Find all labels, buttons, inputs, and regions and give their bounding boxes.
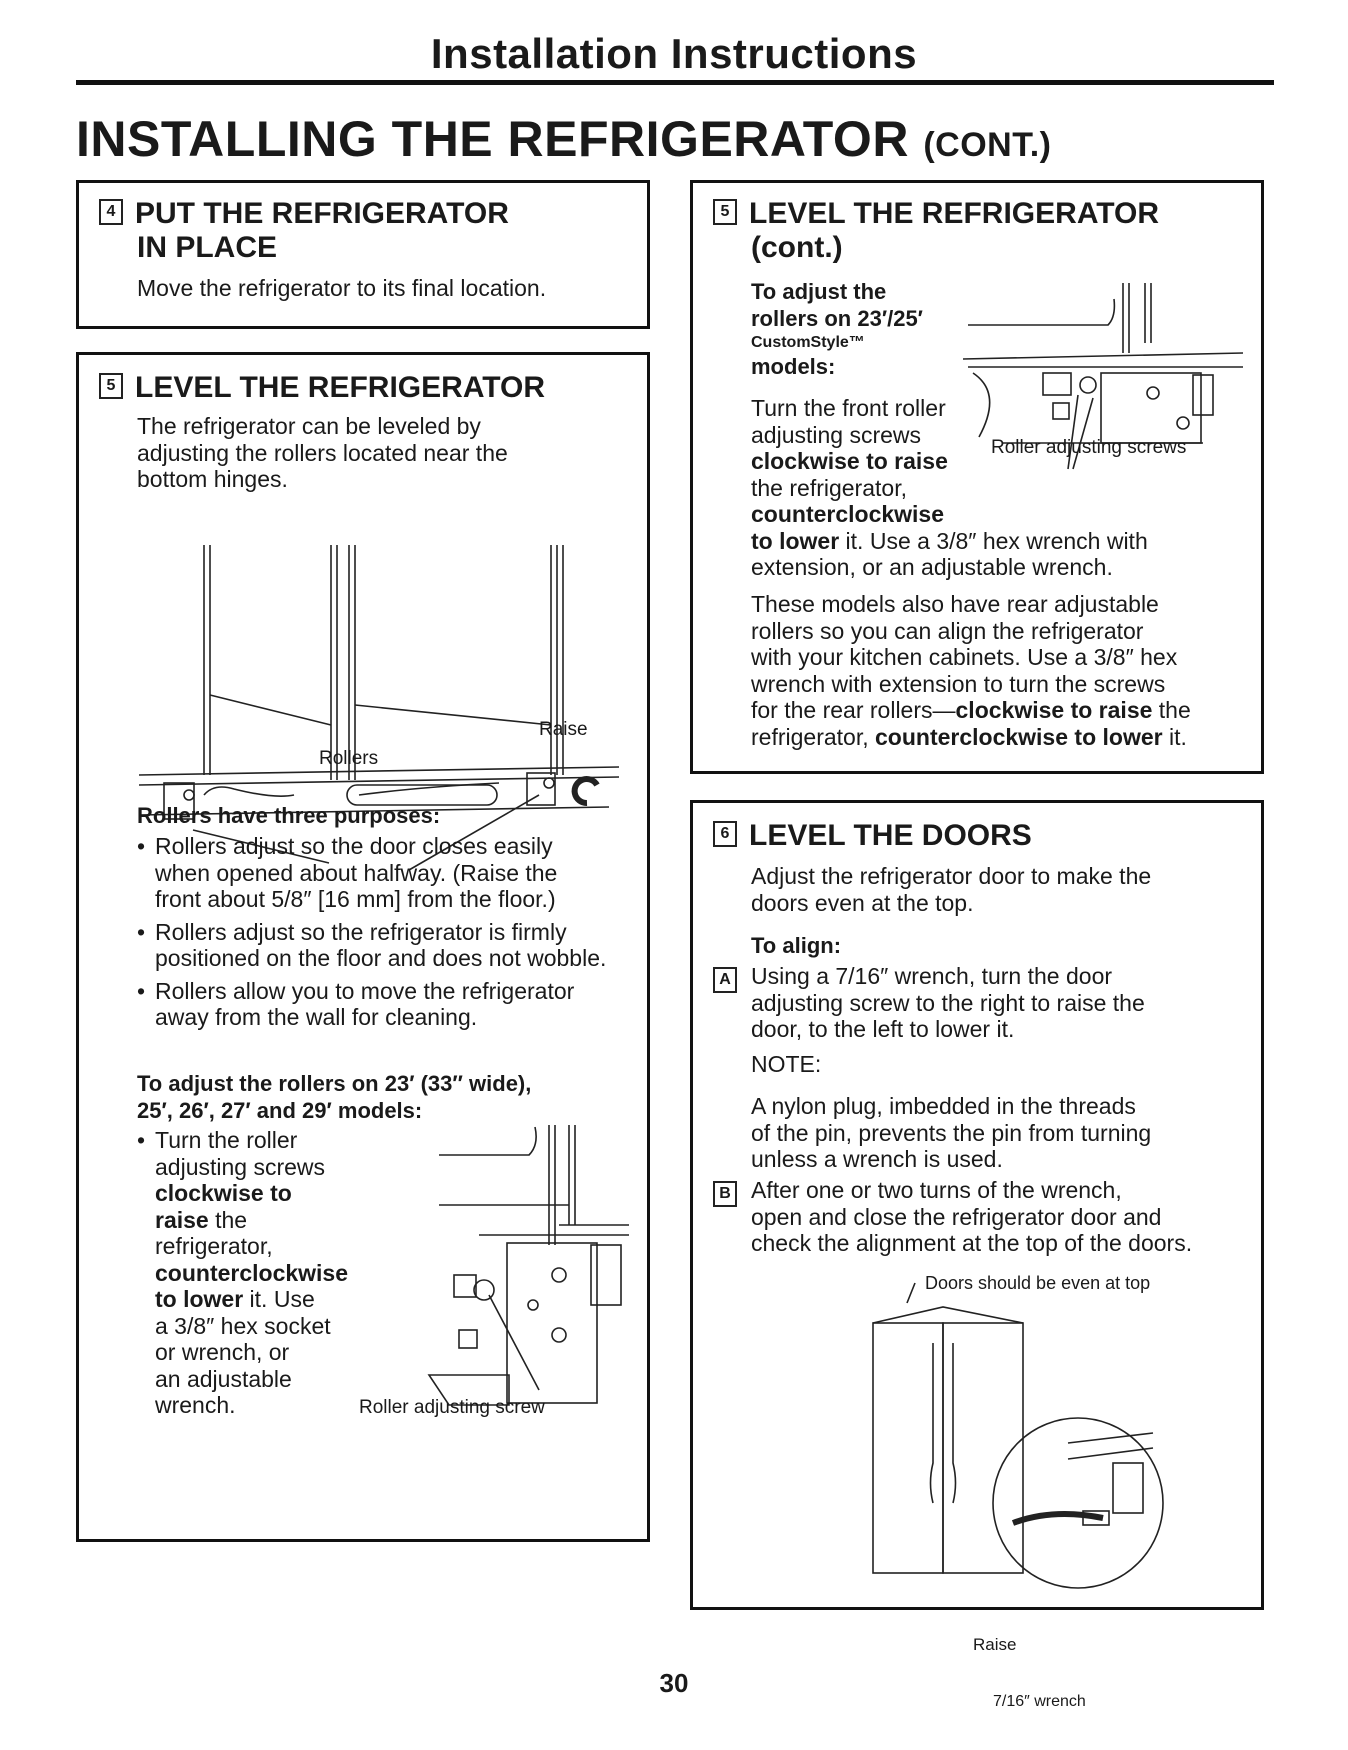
page-number: 30 [659, 1668, 689, 1698]
doors-even-caption: Doors should be even at top [925, 1273, 1151, 1293]
step4-title-line2: IN PLACE [137, 231, 278, 264]
step-b-label: B [713, 1181, 737, 1207]
page-header-title: Installation Instructions [430, 30, 918, 77]
step4-text: Move the refrigerator to its final location. [137, 275, 547, 301]
rollers-figure-rollers-label: Rollers [319, 748, 379, 769]
roller-screw-figure [359, 1125, 619, 1395]
purposes-list [137, 833, 607, 1037]
header-rule [76, 80, 1274, 85]
step6-title: 6 LEVEL THE DOORS [713, 819, 1032, 853]
purposes-heading: Rollers have three purposes: [137, 803, 441, 828]
step-a-label: A [713, 967, 737, 993]
section-title: INSTALLING THE REFRIGERATOR [76, 111, 909, 167]
step6-intro: Adjust the refrigerator door to make the doors even at the top. [751, 863, 1152, 916]
step-a-text: Using a 7/16″ wrench, turn the door adjusting screw to the right to raise the door, to the left to lower it. [751, 963, 1145, 1042]
doors-figure-raise-label: Raise [973, 1635, 1017, 1654]
step4-box [76, 180, 650, 329]
step4-number: 4 [99, 199, 123, 225]
rear-rollers-text: These models also have rear adjustable rollers so you can align the refrigerator with your kitchen cabinets. Use a 3/8″ hex wrench with extension to turn the screws for the rear rollers—clockwise to raise the refrigerator, counterclockwise to lower it. [751, 591, 1191, 750]
note-heading: NOTE: [751, 1051, 822, 1077]
align-heading: To align: [751, 933, 842, 958]
note-text: A nylon plug, imbedded in the threads of the pin, prevents the pin from turning unless a wrench is used. [751, 1093, 1152, 1172]
step5cont-title-line2: (cont.) [751, 231, 843, 264]
step5-intro: The refrigerator can be leveled by adjusting the rollers located near the bottom hinges. [137, 413, 508, 492]
customstyle-roller-caption: Roller adjusting screws [991, 437, 1187, 458]
step-b-text: After one or two turns of the wrench, open and close the refrigerator door and check the alignment at the top of the doors. [751, 1177, 1193, 1256]
models-instructions: • Turn the roller adjusting screws clockwise to raise the refrigerator, counterclockwise to lower it. Use a 3/8″ hex socket or wrench, or an adjustable wrench. [137, 1127, 349, 1418]
customstyle-heading: To adjust the rollers on 23′/25′ CustomStyle™ models: [751, 279, 923, 379]
section-heading [76, 110, 1052, 168]
customstyle-roller-figure [953, 283, 1253, 493]
purpose-item: • Rollers adjust so the refrigerator is firmly positioned on the floor and does not wobble. [137, 919, 607, 972]
doors-figure-wrench-label: 7/16″ wrench [993, 1693, 1086, 1710]
step5-number: 5 [99, 373, 123, 399]
section-title-suffix: (CONT.) [923, 126, 1052, 164]
roller-screw-caption: Roller adjusting screw [359, 1397, 545, 1418]
step6-box [690, 800, 1264, 1710]
step5-title: 5 LEVEL THE REFRIGERATOR [99, 371, 545, 405]
customstyle-instructions: Turn the front roller adjusting screws clockwise to raise the refrigerator, counterclockwise to lower it. Use a 3/8″ hex wrench with extension, or an adjustable wrench. [751, 395, 1148, 580]
step5-box [76, 352, 650, 1542]
step5cont-number: 5 [713, 199, 737, 225]
step5cont-title: 5 LEVEL THE REFRIGERATOR [713, 197, 1159, 231]
rollers-figure [79, 545, 649, 845]
step6-number: 6 [713, 821, 737, 847]
step5cont-box [690, 180, 1264, 774]
purpose-item: • Rollers allow you to move the refrigerator away from the wall for cleaning. [137, 978, 607, 1031]
models-heading: To adjust the rollers on 23′ (33″ wide), 25′, 26′, 27′ and 29′ models: [137, 1071, 532, 1123]
doors-figure [843, 1283, 1263, 1603]
step4-title: 4 PUT THE REFRIGERATOR [99, 197, 509, 231]
purpose-item: • Rollers adjust so the door closes easily when opened about halfway. (Raise the front about 5/8″ [16 mm] from the floor.) [137, 833, 607, 913]
rollers-figure-raise-label: Raise [539, 719, 588, 740]
